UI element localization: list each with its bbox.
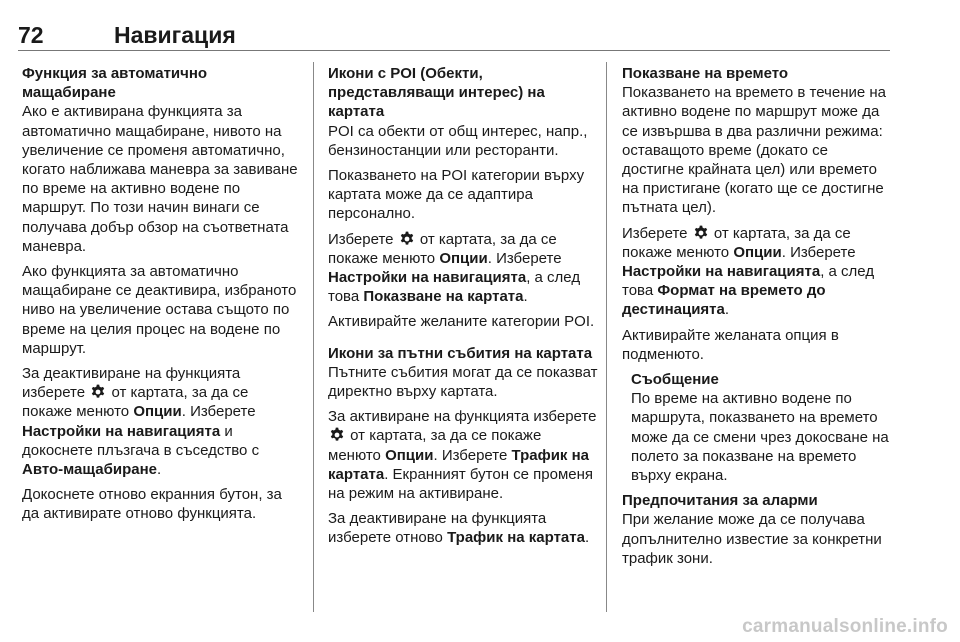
paragraph: При желание може да се получава допълнително известие за конкретни трафик зони. [622, 511, 882, 567]
paragraph: Активирайте желаните категории POI. [328, 313, 595, 331]
paragraph: За деактивиране на функцията изберете от картата, за да се покаже менюто Опции. Изберете Настройки на навигацията и докоснете плъзгача в съседство с Авто-мащабиране. [22, 365, 260, 479]
section-heading-alarm-preferences: Предпочитания за аларми [622, 492, 818, 510]
note-text: По време на активно водене по маршрута, показването на времето може да се смени чрез докосване на полето за показване на времето върху екрана. [631, 390, 889, 485]
page-header [18, 22, 918, 52]
note-title: Съобщение [631, 371, 719, 389]
traffic-on-map-label: Трафик на картата [328, 446, 590, 483]
paragraph: Ако функцията за автоматично мащабиране се деактивира, избраното ниво на увеличение остава същото по време на целия процес на водене по маршрут. [22, 263, 297, 357]
time-format-label: Формат на времето до дестинацията [622, 282, 826, 319]
paragraph: Докоснете отново екранния бутон, за да активирате отново функцията. [22, 486, 282, 523]
column-divider-1 [313, 62, 314, 612]
auto-zoom-label: Авто-мащабиране [22, 461, 157, 479]
header-rule [18, 50, 890, 51]
navigation-settings-label: Настройки на навигацията [22, 422, 221, 440]
paragraph: Активирайте желаната опция в подменюто. [622, 326, 839, 363]
navigation-settings-label: Настройки на навигацията [328, 269, 527, 287]
paragraph: POI са обекти от общ интерес, напр., бензиностанции или ресторанти. [328, 122, 588, 159]
menu-options-label: Опции [733, 243, 782, 261]
section-heading-time-display: Показване на времето [622, 65, 789, 82]
paragraph: Изберете от картата, за да се покаже менюто Опции. Изберете Настройки на навигацията, а след това Показване на картата. [328, 230, 581, 306]
chapter-title: Навигация [114, 22, 236, 48]
note-box [631, 370, 890, 485]
menu-options-label: Опции [439, 249, 488, 267]
gear-icon [329, 427, 345, 443]
paragraph: Показването на времето в течение на активно водене по маршрут може да се извършва в два различни режима: оставащото време (докато се достигне крайната цел) или времето на пристигане (когато ще се достигне пътната цел). [622, 84, 887, 217]
paragraph: За деактивиране на функцията изберете отново Трафик на картата. [328, 510, 590, 547]
navigation-settings-label: Настройки на навигацията [622, 263, 821, 281]
column-1 [22, 64, 302, 530]
paragraph: Пътните събития могат да се показват директно върху картата. [328, 363, 598, 401]
page-number: 72 [18, 22, 44, 48]
paragraph: Показването на POI категории върху картата може да се адаптира персонално. [328, 167, 585, 223]
column-2 [328, 64, 598, 554]
section-heading-poi-icons: Икони с POI (Обекти, представляващи интерес) на картата [328, 65, 545, 121]
gear-icon [693, 225, 709, 241]
menu-options-label: Опции [133, 403, 182, 421]
paragraph: Ако е активирана функцията за автоматично мащабиране, нивото на увеличение се променя автоматично, когато наближава маневра за завиване по време на активно водене по маршрут. По този начин винаги се получава добър обзор на съответната маневра. [22, 103, 298, 255]
menu-options-label: Опции [385, 446, 434, 464]
map-display-label: Показване на картата [363, 288, 524, 306]
section-heading-traffic-icons: Икони за пътни събития на картата [328, 344, 593, 362]
traffic-on-map-label: Трафик на картата [447, 529, 585, 547]
paragraph: За активиране на функцията изберете от картата, за да се покаже менюто Опции. Изберете Трафик на картата. Екранният бутон се променя на режим на активиране. [328, 408, 597, 503]
column-divider-2 [606, 62, 607, 612]
watermark: carmanualsonline.info [742, 616, 948, 637]
section-heading-auto-zoom: Функция за автоматично мащабиране [22, 65, 208, 102]
column-3 [622, 64, 890, 574]
gear-icon [90, 384, 106, 400]
gear-icon [399, 231, 415, 247]
paragraph: Изберете от картата, за да се покаже менюто Опции. Изберете Настройки на навигацията, а след това Формат на времето до дестинацията. [622, 224, 875, 319]
